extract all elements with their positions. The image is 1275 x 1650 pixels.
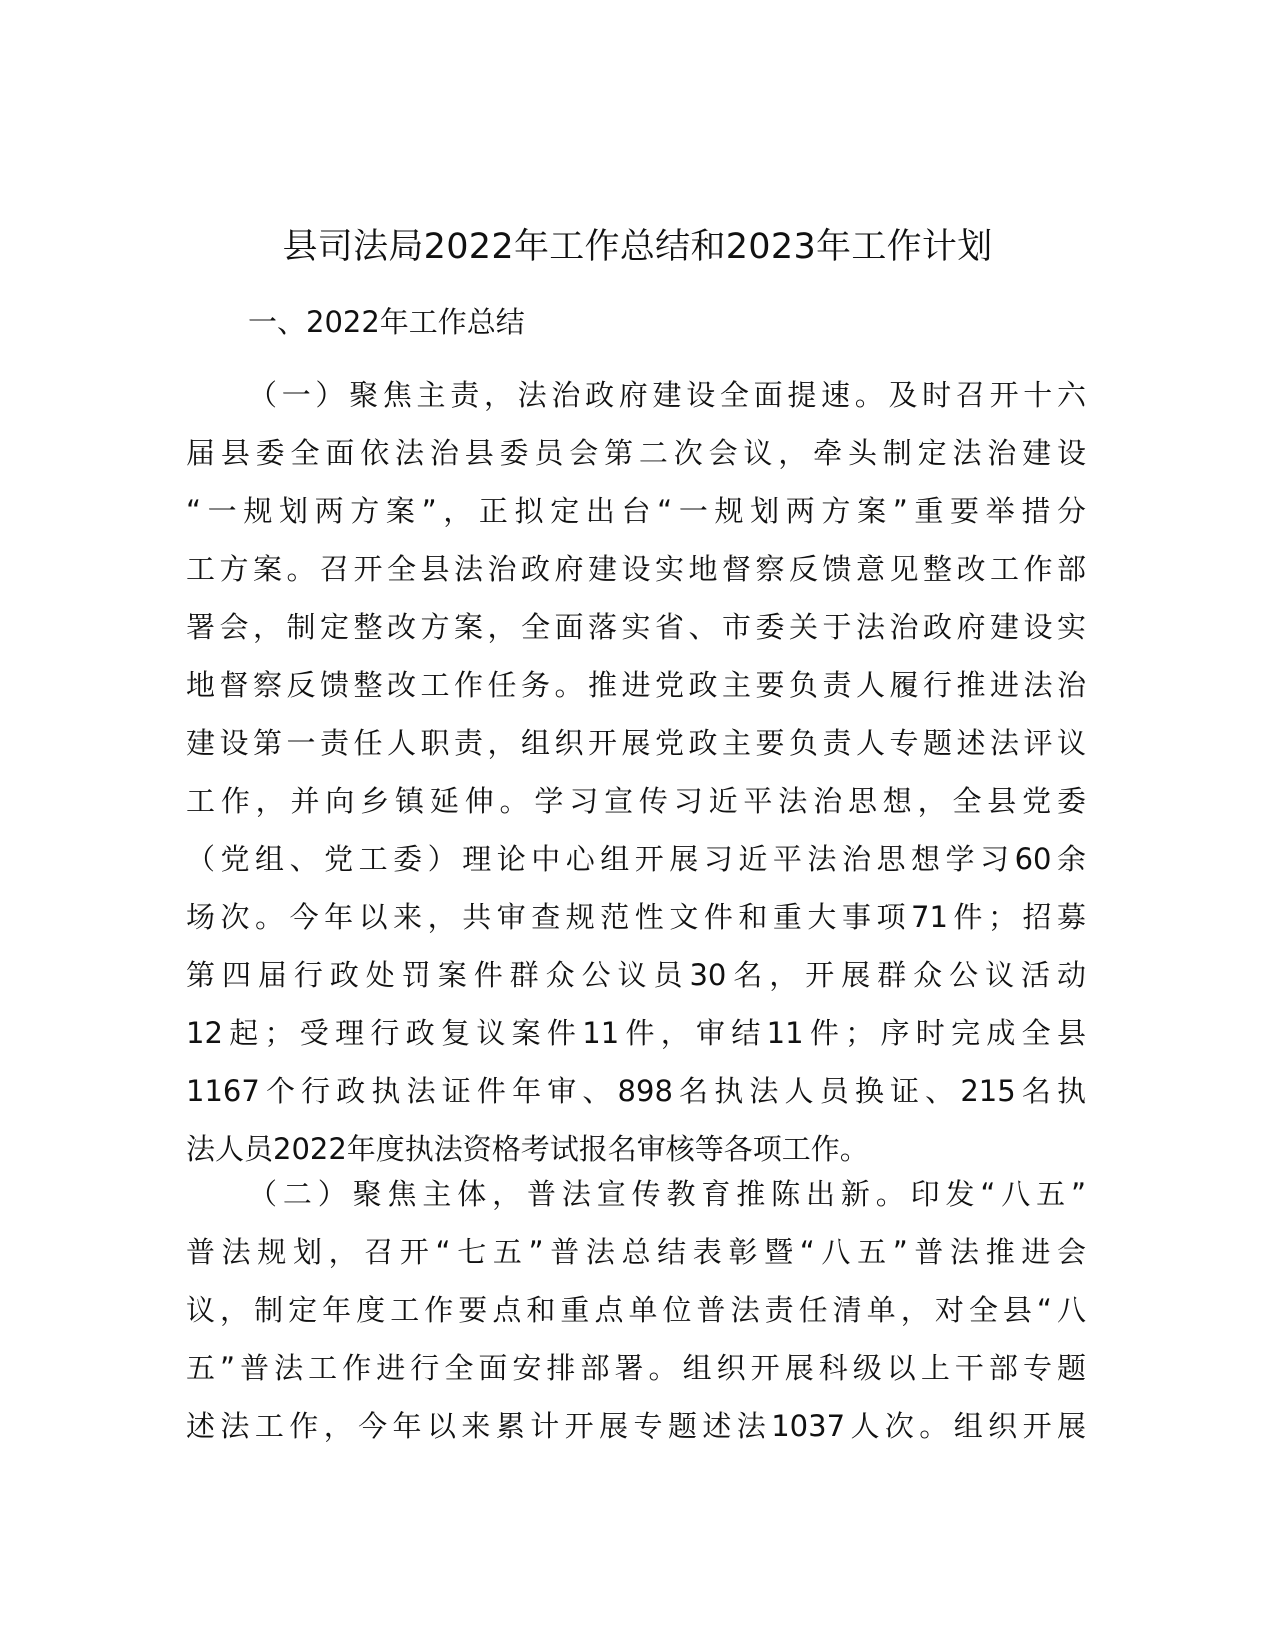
paragraph-line: 12起；受理行政复议案件11件，审结11件；序时完成全县 <box>186 1016 1086 1050</box>
paragraph-line: 法人员2022年度执法资格考试报名审核等各项工作。 <box>186 1132 869 1166</box>
paragraph-line: 地督察反馈整改工作任务。推进党政主要负责人履行推进法治 <box>186 668 1086 702</box>
paragraph-line: 建设第一责任人职责，组织开展党政主要负责人专题述法评议 <box>186 726 1086 760</box>
paragraph-line: 届县委全面依法治县委员会第二次会议，牵头制定法治建设 <box>186 436 1086 470</box>
paragraph-line: 五”普法工作进行全面安排部署。组织开展科级以上干部专题 <box>186 1351 1086 1385</box>
paragraph-line: 议，制定年度工作要点和重点单位普法责任清单，对全县“八 <box>186 1293 1086 1327</box>
paragraph-1 <box>186 366 1086 1178</box>
paragraph-2 <box>186 1165 1086 1455</box>
paragraph-line: （党组、党工委）理论中心组开展习近平法治思想学习60余 <box>186 842 1086 876</box>
paragraph-line: 述法工作，今年以来累计开展专题述法1037人次。组织开展 <box>186 1409 1086 1443</box>
paragraph-line: 第四届行政处罚案件群众公议员30名，开展群众公议活动 <box>186 958 1086 992</box>
paragraph-line: 1167个行政执法证件年审、898名执法人员换证、215名执 <box>186 1074 1086 1108</box>
paragraph-line: （一）聚焦主责，法治政府建设全面提速。及时召开十六 <box>248 378 1086 412</box>
paragraph-line: 署会，制定整改方案，全面落实省、市委关于法治政府建设实 <box>186 610 1086 644</box>
paragraph-line: “一规划两方案”，正拟定出台“一规划两方案”重要举措分 <box>186 494 1086 528</box>
section-heading: 一、2022年工作总结 <box>248 305 525 339</box>
paragraph-line: 工方案。召开全县法治政府建设实地督察反馈意见整改工作部 <box>186 552 1086 586</box>
paragraph-line: （二）聚焦主体，普法宣传教育推陈出新。印发“八五” <box>248 1177 1086 1211</box>
document-title: 县司法局2022年工作总结和2023年工作计划 <box>282 227 993 267</box>
paragraph-line: 普法规划，召开“七五”普法总结表彰暨“八五”普法推进会 <box>186 1235 1086 1269</box>
paragraph-line: 场次。今年以来，共审查规范性文件和重大事项71件；招募 <box>186 900 1086 934</box>
paragraph-line: 工作，并向乡镇延伸。学习宣传习近平法治思想，全县党委 <box>186 784 1086 818</box>
